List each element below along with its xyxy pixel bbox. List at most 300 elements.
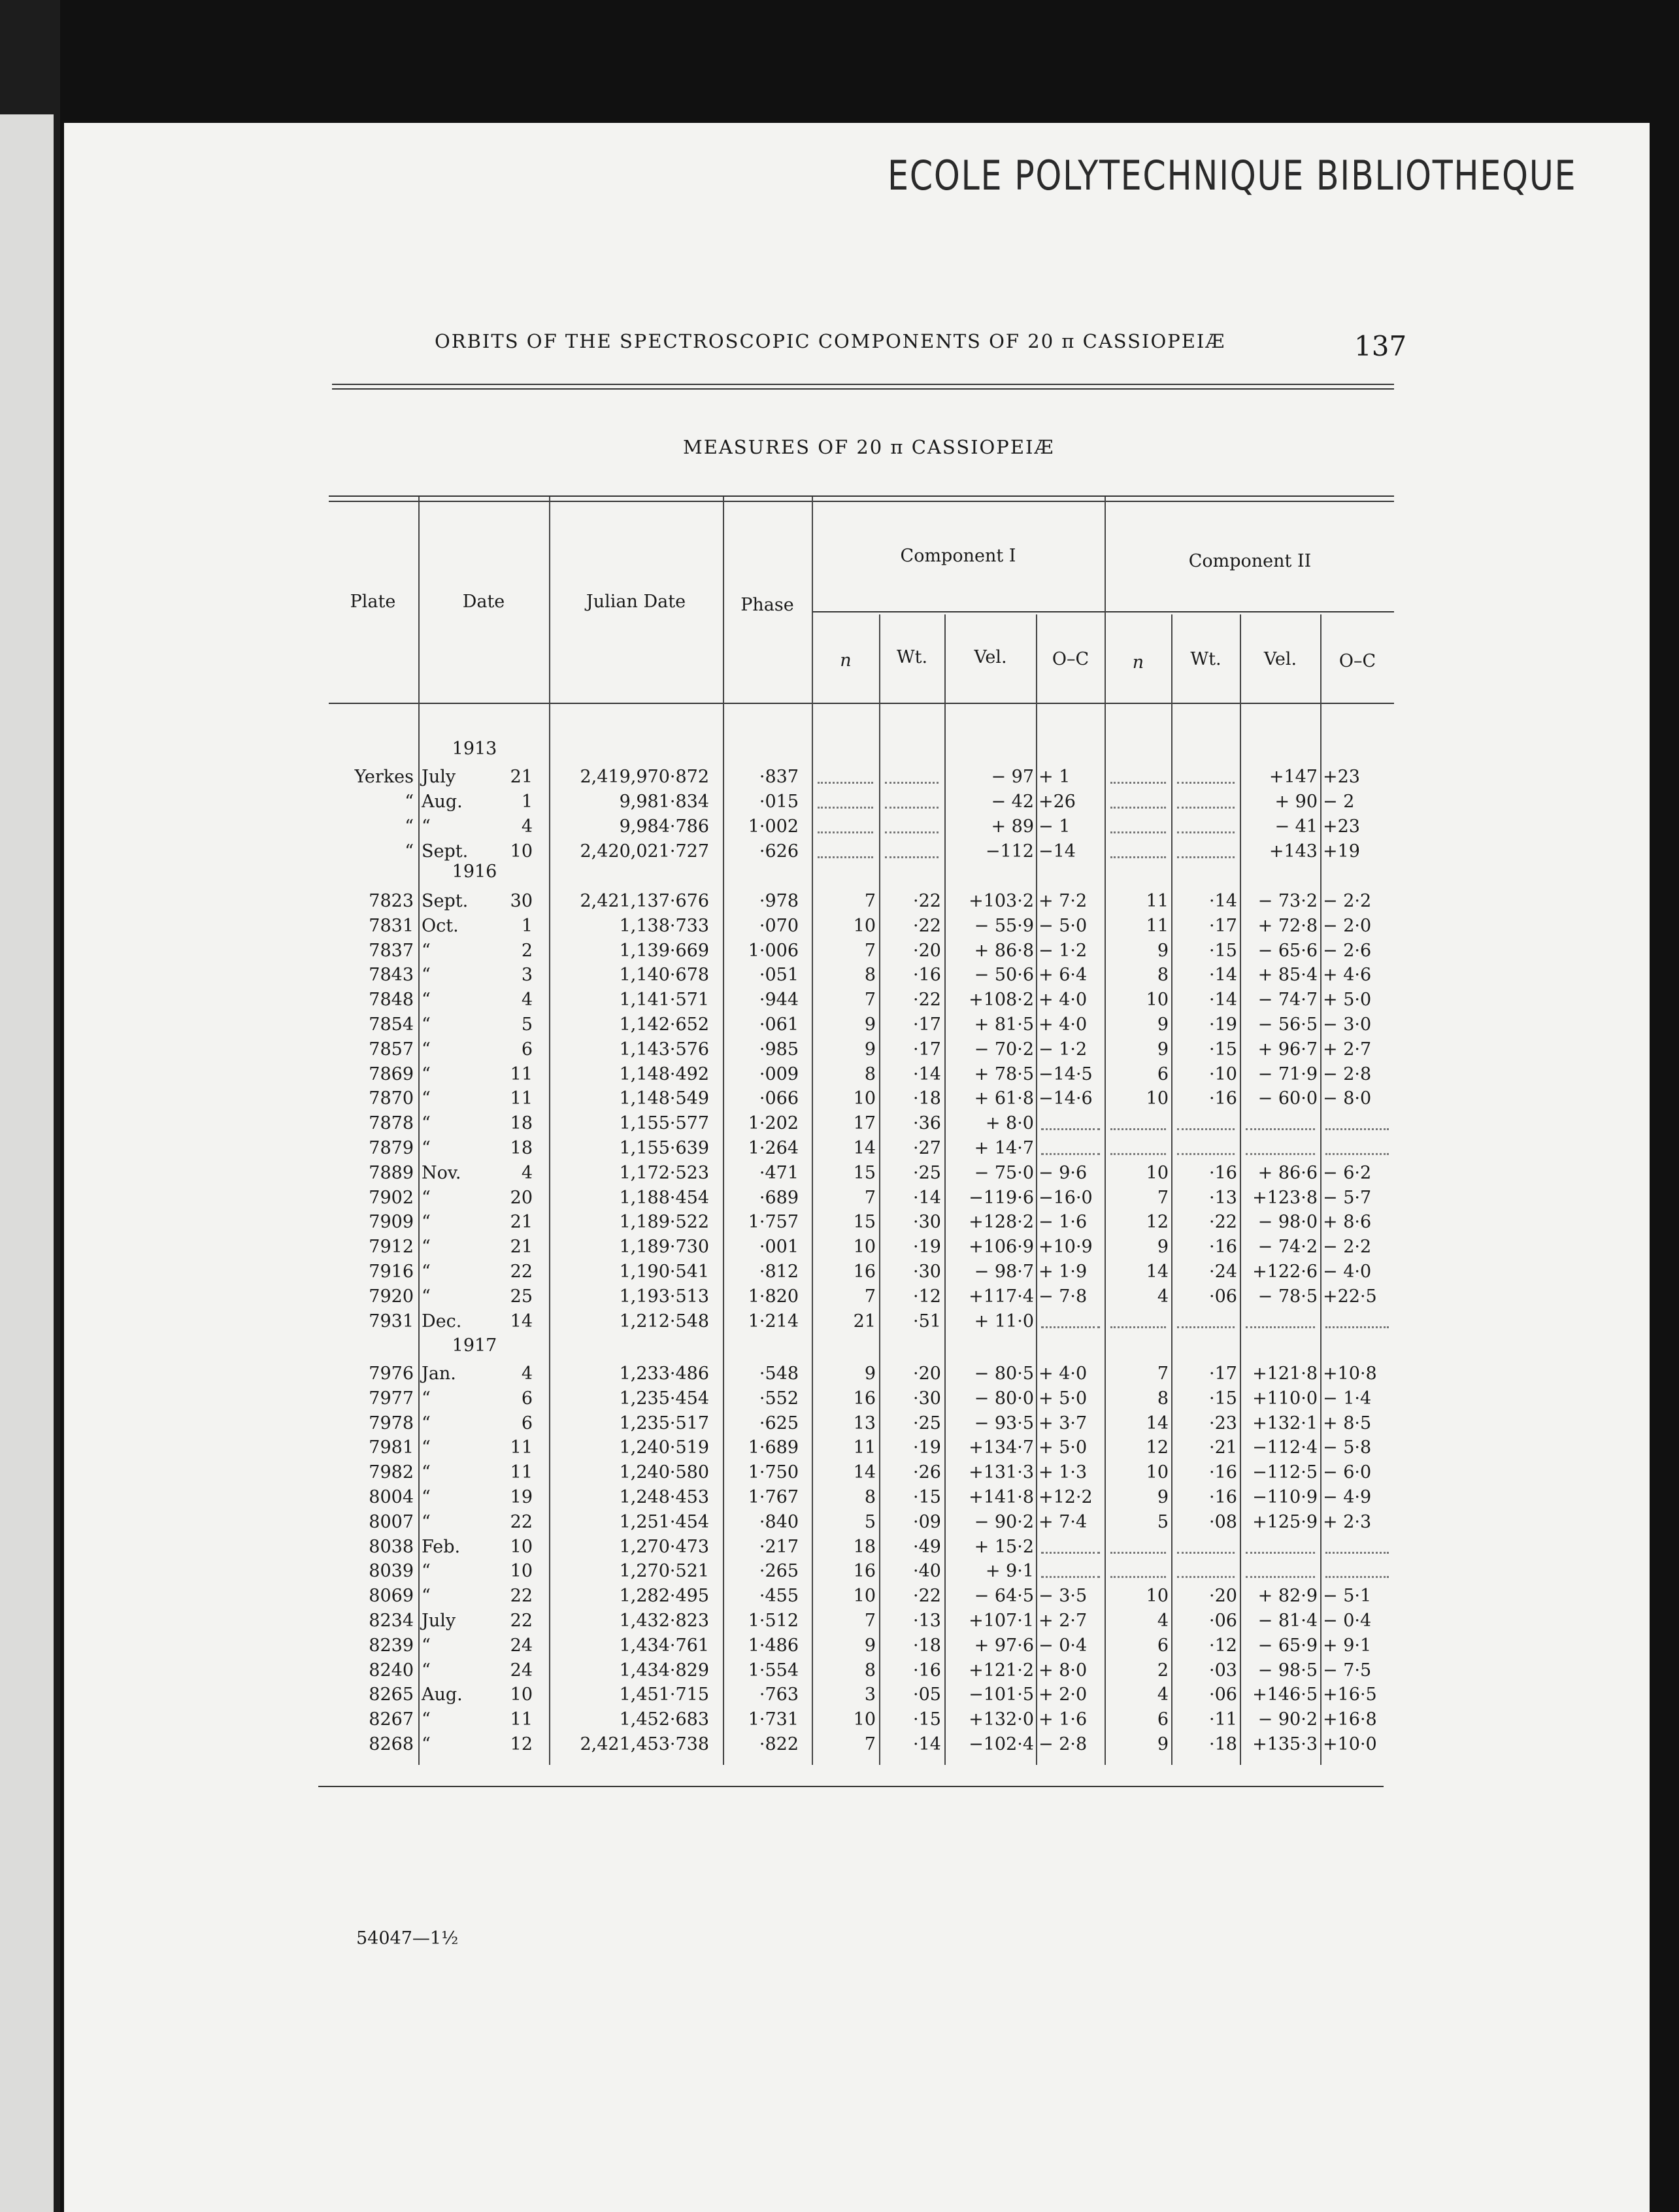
cell-vel2: +125·9 [1252, 1511, 1318, 1532]
cell-vel1: +128·2 [969, 1212, 1034, 1233]
cell-day: 4 [521, 1364, 533, 1384]
cell-vel2: − 56·5 [1257, 1014, 1318, 1035]
cell-month: “ [422, 1064, 431, 1084]
cell-wt2: ·17 [1209, 1364, 1237, 1384]
cell-day: 18 [510, 1138, 533, 1158]
cell-n1: 10 [853, 1088, 876, 1109]
cell-day: 6 [521, 1413, 533, 1433]
cell-n1: 10 [853, 1709, 876, 1730]
cell-wt1: ·05 [913, 1684, 941, 1705]
cell-oc2: − 2·2 [1323, 891, 1372, 911]
cell-n1: 7 [864, 940, 876, 961]
cell-wt2: ·16 [1209, 1462, 1237, 1483]
cell-oc1: − 5·0 [1039, 915, 1088, 936]
cell-oc2: +16·5 [1323, 1684, 1377, 1705]
cell-n2: 10 [1146, 1586, 1169, 1607]
cell-n1: 8 [864, 965, 876, 986]
col-rule [879, 614, 880, 1765]
cell-oc2: − 2·0 [1323, 915, 1372, 936]
cell-plate: 7981 [369, 1437, 414, 1458]
col-rule [1105, 497, 1106, 1765]
cell-month: July [422, 767, 456, 787]
cell-month: “ [422, 965, 431, 986]
cell-wt2: ·16 [1209, 1237, 1237, 1258]
dotted-leader [885, 800, 939, 809]
dotted-leader [1246, 1147, 1315, 1155]
cell-month: “ [422, 1113, 431, 1134]
cell-n2: 9 [1157, 1487, 1169, 1507]
cell-oc1: + 3·7 [1039, 1413, 1088, 1433]
cell-month: Aug. [422, 1684, 463, 1705]
cell-oc1: −14·5 [1039, 1064, 1093, 1084]
cell-oc2: − 2·8 [1323, 1064, 1372, 1084]
col-rule [1320, 614, 1322, 1765]
dotted-leader [1110, 1147, 1166, 1155]
header-wt-1: Wt. [896, 647, 928, 667]
cell-month: “ [422, 1187, 431, 1208]
cell-vel2: − 65·9 [1257, 1635, 1318, 1656]
cell-wt1: ·25 [913, 1162, 941, 1183]
dotted-leader [1110, 1545, 1166, 1554]
cell-phase: 1·002 [748, 816, 799, 837]
cell-wt1: ·25 [913, 1413, 941, 1433]
cell-oc1: + 1·3 [1039, 1462, 1088, 1483]
cell-day: 5 [521, 1014, 533, 1035]
cell-day: 11 [510, 1088, 533, 1109]
cell-vel2: + 90 [1274, 792, 1318, 812]
cell-phase: 1·767 [748, 1487, 799, 1507]
header-vel-1: Vel. [974, 647, 1007, 667]
dotted-leader [1110, 1320, 1166, 1328]
cell-n2: 10 [1146, 1462, 1169, 1483]
cell-month: “ [422, 990, 431, 1011]
cell-wt2: ·06 [1209, 1286, 1237, 1307]
dotted-leader [1325, 1122, 1389, 1130]
cell-month: “ [422, 1635, 431, 1656]
cell-day: 4 [521, 990, 533, 1011]
cell-phase: ·455 [759, 1586, 799, 1607]
cell-day: 18 [510, 1113, 533, 1134]
cell-vel2: +146·5 [1252, 1684, 1318, 1705]
cell-oc2: + 4·6 [1323, 965, 1372, 986]
table-top-rule-2 [329, 501, 1394, 502]
cell-plate: 7878 [369, 1113, 414, 1134]
rule-head-top [332, 384, 1394, 385]
cell-plate: 7909 [369, 1212, 414, 1233]
cell-day: 30 [510, 891, 533, 911]
cell-n1: 16 [853, 1561, 876, 1582]
cell-month: “ [422, 1413, 431, 1433]
cell-oc2: − 4·0 [1323, 1262, 1372, 1282]
cell-n2: 9 [1157, 1237, 1169, 1258]
cell-n1: 7 [864, 1611, 876, 1631]
cell-vel1: − 75·0 [974, 1162, 1034, 1183]
dotted-leader [1325, 1545, 1389, 1554]
cell-oc2: − 8·0 [1323, 1088, 1372, 1109]
cell-plate: “ [405, 816, 414, 837]
cell-phase: ·066 [759, 1088, 799, 1109]
cell-month: “ [422, 1437, 431, 1458]
table-top-rule [329, 495, 1394, 497]
cell-wt1: ·16 [913, 965, 941, 986]
year-label: 1917 [452, 1335, 497, 1356]
cell-day: 21 [510, 1237, 533, 1258]
cell-wt1: ·22 [913, 891, 941, 911]
cell-month: Sept. [422, 841, 469, 862]
cell-vel2: +135·3 [1252, 1734, 1318, 1754]
cell-month: “ [422, 1511, 431, 1532]
cell-julian-date: 1,270·521 [619, 1561, 709, 1582]
cell-wt1: ·19 [913, 1437, 941, 1458]
cell-oc2: − 4·9 [1323, 1487, 1372, 1507]
cell-oc1: +12·2 [1039, 1487, 1093, 1507]
cell-oc1: − 9·6 [1039, 1162, 1088, 1183]
cell-phase: ·840 [759, 1511, 799, 1532]
cell-n2: 5 [1157, 1511, 1169, 1532]
cell-plate: 7912 [369, 1237, 414, 1258]
cell-phase: 1·202 [748, 1113, 799, 1134]
cell-oc2: − 6·2 [1323, 1162, 1372, 1183]
cell-month: “ [422, 940, 431, 961]
cell-day: 25 [510, 1286, 533, 1307]
cell-wt2: ·12 [1209, 1635, 1237, 1656]
cell-plate: 7843 [369, 965, 414, 986]
cell-oc1: − 3·5 [1039, 1586, 1088, 1607]
cell-plate: 7931 [369, 1311, 414, 1332]
cell-vel1: −102·4 [969, 1734, 1034, 1754]
cell-plate: 8234 [369, 1611, 414, 1631]
cell-phase: ·061 [759, 1014, 799, 1035]
dotted-leader [1177, 850, 1235, 858]
header-phase: Phase [740, 595, 794, 615]
cell-n1: 14 [853, 1138, 876, 1158]
cell-plate: 8007 [369, 1511, 414, 1532]
cell-day: 19 [510, 1487, 533, 1507]
cell-vel2: − 41 [1274, 816, 1318, 837]
dotted-leader [1177, 825, 1235, 833]
cell-n2: 9 [1157, 940, 1169, 961]
cell-oc2: + 8·5 [1323, 1413, 1372, 1433]
cell-phase: ·552 [759, 1388, 799, 1409]
cell-julian-date: 1,270·473 [619, 1536, 709, 1557]
cell-month: “ [422, 1014, 431, 1035]
cell-wt2: ·08 [1209, 1511, 1237, 1532]
cell-julian-date: 1,155·577 [619, 1113, 709, 1134]
cell-day: 12 [510, 1734, 533, 1754]
cell-day: 3 [521, 965, 533, 986]
cell-vel2: + 96·7 [1257, 1039, 1318, 1060]
cell-wt1: ·49 [913, 1536, 941, 1557]
cell-month: “ [422, 1561, 431, 1582]
cell-julian-date: 2,421,137·676 [580, 891, 709, 911]
cell-phase: ·009 [759, 1064, 799, 1084]
cell-n1: 15 [853, 1162, 876, 1183]
cell-phase: ·625 [759, 1413, 799, 1433]
cell-vel1: + 86·8 [974, 940, 1034, 961]
cell-vel1: +134·7 [969, 1437, 1034, 1458]
cell-oc1: + 5·0 [1039, 1388, 1088, 1409]
dotted-leader [818, 825, 873, 833]
cell-phase: 1·512 [748, 1611, 799, 1631]
cell-oc1: − 1·2 [1039, 940, 1088, 961]
cell-vel2: − 81·4 [1257, 1611, 1318, 1631]
cell-wt1: ·36 [913, 1113, 941, 1134]
cell-day: 10 [510, 1536, 533, 1557]
cell-vel1: + 11·0 [974, 1311, 1034, 1332]
cell-plate: 8038 [369, 1536, 414, 1557]
cell-n1: 16 [853, 1388, 876, 1409]
cell-oc1: − 0·4 [1039, 1635, 1088, 1656]
cell-oc2: +10·8 [1323, 1364, 1377, 1384]
cell-day: 10 [510, 841, 533, 862]
cell-n2: 10 [1146, 1088, 1169, 1109]
cell-vel1: − 98·7 [974, 1262, 1034, 1282]
dotted-leader [1041, 1569, 1100, 1578]
cell-phase: ·689 [759, 1187, 799, 1208]
cell-vel1: − 50·6 [974, 965, 1034, 986]
cell-wt2: ·14 [1209, 990, 1237, 1011]
col-rule [1171, 614, 1172, 1765]
cell-wt1: ·16 [913, 1660, 941, 1681]
cell-n1: 9 [864, 1364, 876, 1384]
cell-day: 24 [510, 1635, 533, 1656]
cell-wt1: ·14 [913, 1187, 941, 1208]
cell-n1: 17 [853, 1113, 876, 1134]
cell-vel1: −101·5 [969, 1684, 1034, 1705]
header-n-2: n [1132, 652, 1144, 673]
cell-plate: Yerkes [354, 767, 414, 787]
cell-julian-date: 1,193·513 [619, 1286, 709, 1307]
cell-julian-date: 1,248·453 [619, 1487, 709, 1507]
year-label: 1913 [452, 739, 497, 759]
cell-n1: 7 [864, 990, 876, 1011]
cell-n2: 2 [1157, 1660, 1169, 1681]
cell-wt2: ·22 [1209, 1212, 1237, 1233]
cell-oc1: + 4·0 [1039, 1014, 1088, 1035]
cell-plate: 8267 [369, 1709, 414, 1730]
cell-plate: 7869 [369, 1064, 414, 1084]
dotted-leader [1246, 1569, 1315, 1578]
dotted-leader [1177, 1569, 1235, 1578]
dotted-leader [1110, 1569, 1166, 1578]
cell-julian-date: 9,984·786 [619, 816, 709, 837]
header-oc-2: O–C [1338, 651, 1376, 671]
header-vel-2: Vel. [1263, 649, 1297, 669]
cell-phase: ·626 [759, 841, 799, 862]
cell-vel1: + 9·1 [985, 1561, 1034, 1582]
cell-n1: 10 [853, 915, 876, 936]
cell-phase: 1·486 [748, 1635, 799, 1656]
cell-n2: 4 [1157, 1611, 1169, 1631]
cell-month: “ [422, 1388, 431, 1409]
cell-wt1: ·30 [913, 1262, 941, 1282]
cell-vel1: + 14·7 [974, 1138, 1034, 1158]
cell-n2: 9 [1157, 1734, 1169, 1754]
cell-wt1: ·15 [913, 1709, 941, 1730]
cell-plate: 8004 [369, 1487, 414, 1507]
cell-oc2: − 3·0 [1323, 1014, 1372, 1035]
cell-wt1: ·14 [913, 1734, 941, 1754]
cell-phase: ·985 [759, 1039, 799, 1060]
cell-oc1: − 1·2 [1039, 1039, 1088, 1060]
cell-vel1: − 80·0 [974, 1388, 1034, 1409]
cell-julian-date: 1,188·454 [619, 1187, 709, 1208]
cell-phase: 1·757 [748, 1212, 799, 1233]
printer-signature: 54047—1½ [356, 1928, 459, 1949]
cell-vel2: − 78·5 [1257, 1286, 1318, 1307]
cell-day: 22 [510, 1611, 533, 1631]
cell-vel2: + 72·8 [1257, 915, 1318, 936]
cell-n1: 7 [864, 1286, 876, 1307]
dotted-leader [1177, 1545, 1235, 1554]
cell-oc1: − 7·8 [1039, 1286, 1088, 1307]
header-n-1: n [840, 650, 852, 671]
cell-n2: 8 [1157, 965, 1169, 986]
cell-n1: 3 [864, 1684, 876, 1705]
cell-month: “ [422, 1088, 431, 1109]
cell-oc2: +23 [1323, 767, 1360, 787]
component-subhead-rule [812, 611, 1394, 612]
cell-plate: 8265 [369, 1684, 414, 1705]
dotted-leader [1177, 1320, 1235, 1328]
cell-vel2: −112·5 [1252, 1462, 1318, 1483]
cell-month: Oct. [422, 915, 459, 936]
cell-vel1: +103·2 [969, 891, 1034, 911]
cell-day: 1 [521, 792, 533, 812]
col-rule [812, 497, 813, 1765]
cell-plate: 7976 [369, 1364, 414, 1384]
cell-vel2: + 85·4 [1257, 965, 1318, 986]
cell-month: “ [422, 1586, 431, 1607]
cell-oc2: +23 [1323, 816, 1360, 837]
cell-julian-date: 1,282·495 [619, 1586, 709, 1607]
cell-month: Aug. [422, 792, 463, 812]
rule-head-bottom [332, 388, 1394, 390]
dotted-leader [885, 825, 939, 833]
cell-julian-date: 1,148·549 [619, 1088, 709, 1109]
cell-wt2: ·06 [1209, 1684, 1237, 1705]
cell-oc2: +22·5 [1323, 1286, 1377, 1307]
page-number: 137 [1354, 330, 1407, 362]
cell-plate: 7854 [369, 1014, 414, 1035]
cell-plate: 7857 [369, 1039, 414, 1060]
cell-wt1: ·15 [913, 1487, 941, 1507]
cell-plate: 7823 [369, 891, 414, 911]
dotted-leader [1177, 800, 1235, 809]
cell-phase: 1·214 [748, 1311, 799, 1332]
cell-day: 22 [510, 1511, 533, 1532]
cell-n2: 10 [1146, 1162, 1169, 1183]
cell-plate: 7879 [369, 1138, 414, 1158]
cell-vel1: + 89 [991, 816, 1034, 837]
cell-julian-date: 1,189·522 [619, 1212, 709, 1233]
cell-vel1: −119·6 [969, 1187, 1034, 1208]
dotted-leader [885, 775, 939, 784]
cell-wt2: ·20 [1209, 1586, 1237, 1607]
cell-oc1: +26 [1039, 792, 1076, 812]
cell-phase: ·217 [759, 1536, 799, 1557]
cell-plate: 8239 [369, 1635, 414, 1656]
facing-page-edge [0, 114, 54, 2212]
cell-n1: 21 [853, 1311, 876, 1332]
cell-wt1: ·22 [913, 1586, 941, 1607]
cell-wt2: ·11 [1209, 1709, 1237, 1730]
cell-oc2: +19 [1323, 841, 1360, 862]
cell-oc1: − 2·8 [1039, 1734, 1088, 1754]
cell-oc1: − 1 [1039, 816, 1071, 837]
dotted-leader [818, 850, 873, 858]
col-rule [549, 497, 550, 1765]
dotted-leader [1246, 1545, 1315, 1554]
running-head: ORBITS OF THE SPECTROSCOPIC COMPONENTS OF 20 π CASSIOPEIÆ [435, 330, 1226, 352]
dotted-leader [1110, 1122, 1166, 1130]
cell-julian-date: 1,434·829 [619, 1660, 709, 1681]
cell-n1: 8 [864, 1660, 876, 1681]
cell-vel1: +132·0 [969, 1709, 1034, 1730]
cell-oc1: + 4·0 [1039, 990, 1088, 1011]
cell-julian-date: 1,148·492 [619, 1064, 709, 1084]
cell-month: Feb. [422, 1536, 461, 1557]
cell-month: Jan. [422, 1364, 456, 1384]
cell-plate: 8240 [369, 1660, 414, 1681]
cell-julian-date: 1,452·683 [619, 1709, 709, 1730]
cell-julian-date: 9,981·834 [619, 792, 709, 812]
cell-phase: ·265 [759, 1561, 799, 1582]
cell-wt2: ·16 [1209, 1487, 1237, 1507]
cell-day: 11 [510, 1462, 533, 1483]
cell-vel1: − 97 [991, 767, 1034, 787]
cell-vel2: +147 [1269, 767, 1318, 787]
dotted-leader [1177, 1147, 1235, 1155]
cell-plate: 7916 [369, 1262, 414, 1282]
cell-phase: 1·820 [748, 1286, 799, 1307]
header-wt-2: Wt. [1190, 649, 1222, 669]
cell-oc1: + 2·7 [1039, 1611, 1088, 1631]
cell-oc1: + 2·0 [1039, 1684, 1088, 1705]
cell-phase: 1·731 [748, 1709, 799, 1730]
cell-n1: 16 [853, 1262, 876, 1282]
cell-plate: 8069 [369, 1586, 414, 1607]
cell-plate: 7848 [369, 990, 414, 1011]
header-julian-date: Julian Date [586, 592, 686, 612]
cell-wt1: ·12 [913, 1286, 941, 1307]
cell-month: Sept. [422, 891, 469, 911]
cell-julian-date: 1,138·733 [619, 915, 709, 936]
cell-n2: 12 [1146, 1437, 1169, 1458]
cell-wt2: ·03 [1209, 1660, 1237, 1681]
cell-oc2: − 2·6 [1323, 940, 1372, 961]
cell-wt2: ·15 [1209, 1388, 1237, 1409]
cell-oc1: + 1·6 [1039, 1709, 1088, 1730]
cell-vel1: +121·2 [969, 1660, 1034, 1681]
cell-n2: 14 [1146, 1262, 1169, 1282]
cell-wt2: ·16 [1209, 1088, 1237, 1109]
dotted-leader [1041, 1320, 1100, 1328]
cell-vel1: − 90·2 [974, 1511, 1034, 1532]
cell-wt2: ·10 [1209, 1064, 1237, 1084]
table-bottom-rule [318, 1786, 1384, 1787]
library-stamp: ECOLE POLYTECHNIQUE BIBLIOTHEQUE [888, 152, 1577, 199]
cell-oc2: + 2·3 [1323, 1511, 1372, 1532]
cell-n1: 9 [864, 1635, 876, 1656]
header-component-1: Component I [900, 546, 1016, 566]
cell-n1: 11 [853, 1437, 876, 1458]
cell-julian-date: 1,451·715 [619, 1684, 709, 1705]
header-component-2: Component II [1188, 551, 1312, 571]
cell-n2: 11 [1146, 891, 1169, 911]
cell-julian-date: 1,434·761 [619, 1635, 709, 1656]
dotted-leader [818, 800, 873, 809]
